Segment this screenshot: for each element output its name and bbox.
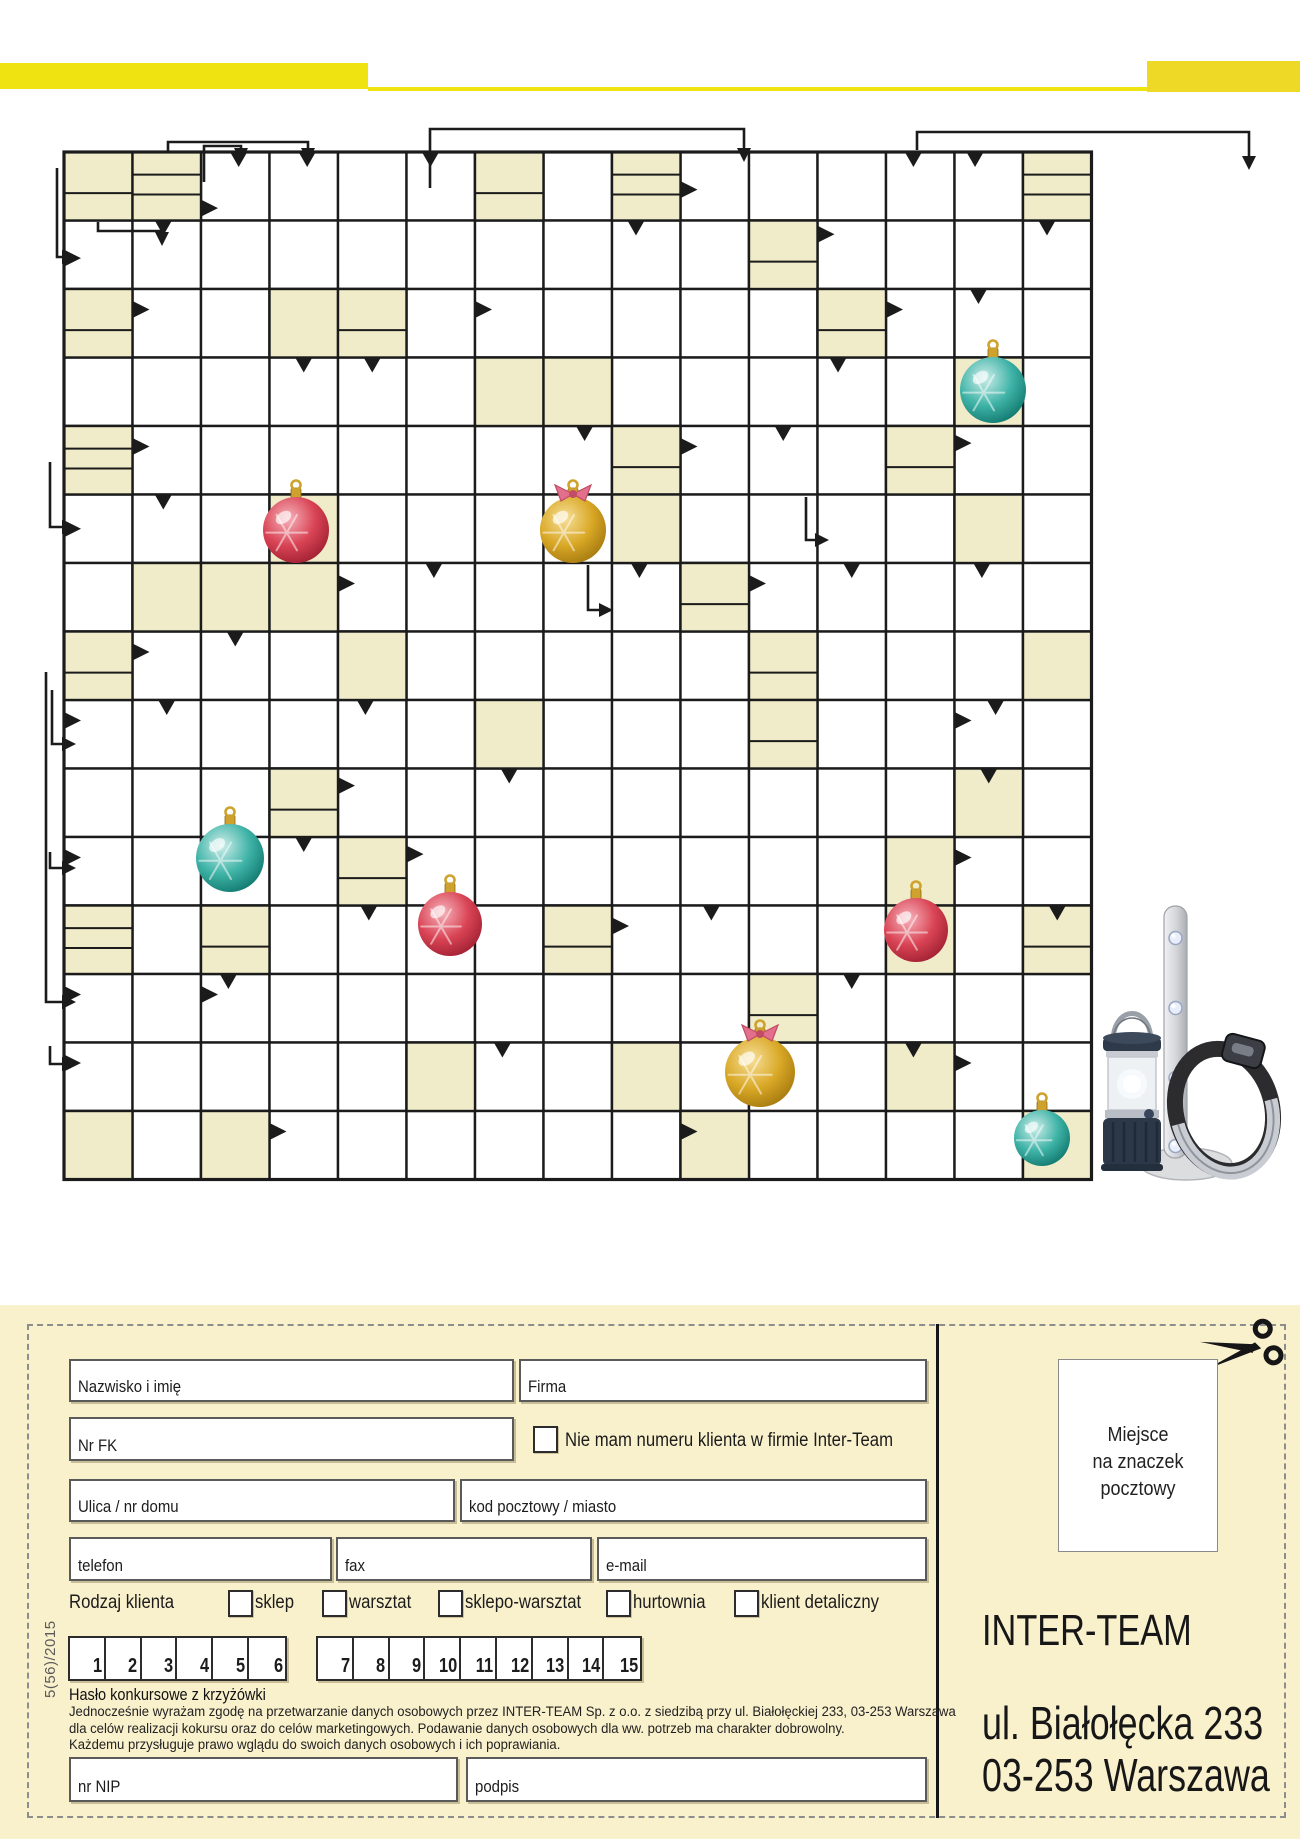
fax-field-label: fax	[345, 1556, 365, 1575]
password-cell-number: 13	[546, 1655, 565, 1677]
password-box-group-1	[68, 1636, 287, 1681]
client-type-checkbox-klient detaliczny[interactable]	[734, 1590, 759, 1617]
recipient-address-line2: 03-253 Warszawa	[982, 1749, 1270, 1801]
password-cell-11[interactable]	[461, 1638, 497, 1679]
firma-field-label: Firma	[528, 1377, 567, 1396]
password-cell-number: 1	[92, 1655, 102, 1677]
fax-field[interactable]	[336, 1537, 592, 1581]
client-type-label-sklepo-warsztat: sklepo-warsztat	[465, 1592, 582, 1613]
kod-field-label: kod pocztowy / miasto	[469, 1497, 617, 1516]
stamp-line-2: na znaczek	[1092, 1451, 1184, 1473]
postage-stamp-box	[1058, 1359, 1218, 1552]
no-client-number-label: Nie mam numeru klienta w firmie Inter-Team	[565, 1430, 893, 1451]
legal-text	[69, 1704, 1129, 1754]
recipient-address-line1: ul. Białołęcka 233	[982, 1697, 1264, 1749]
email-field[interactable]	[597, 1537, 927, 1581]
client-type-checkbox-hurtownia[interactable]	[606, 1590, 631, 1617]
telefon-field[interactable]	[69, 1537, 332, 1581]
password-cell-4[interactable]	[177, 1638, 213, 1679]
password-cell-number: 10	[438, 1655, 458, 1677]
password-cell-number: 12	[510, 1655, 529, 1677]
nazwisko-field-label: Nazwisko i imię	[78, 1377, 182, 1396]
client-type-checkbox-warsztat[interactable]	[322, 1590, 347, 1617]
password-cell-number: 3	[164, 1655, 174, 1677]
nazwisko-field[interactable]	[69, 1359, 514, 1402]
client-type-label-sklep: sklep	[255, 1592, 295, 1613]
podpis-field-label: podpis	[475, 1777, 520, 1796]
password-cell-number: 5	[235, 1655, 245, 1677]
ulica-field-label: Ulica / nr domu	[78, 1497, 179, 1516]
firma-field[interactable]	[519, 1359, 927, 1402]
password-caption: Hasło konkursowe z krzyżówki	[69, 1686, 266, 1704]
password-cell-5[interactable]	[213, 1638, 249, 1679]
telefon-field-label: telefon	[78, 1556, 123, 1575]
client-type-label-hurtownia: hurtownia	[633, 1592, 706, 1613]
password-cell-7[interactable]	[318, 1638, 354, 1679]
password-cell-number: 6	[273, 1655, 283, 1677]
password-box-group-2	[316, 1636, 642, 1681]
password-cell-15[interactable]	[604, 1638, 640, 1679]
legal-line-2: dla celów realizacji kokursu oraz do celów marketingowych. Podawanie danych osobowych dla ww. potrzeb ma charakter dobrowolny.	[69, 1720, 845, 1736]
nrfk-field[interactable]	[69, 1417, 514, 1461]
kod-field[interactable]	[460, 1479, 927, 1522]
stamp-line-1: Miejsce	[1107, 1424, 1169, 1446]
nrfk-field-label: Nr FK	[78, 1436, 118, 1455]
camping-lantern	[1101, 1014, 1163, 1172]
nip-field[interactable]	[69, 1757, 458, 1802]
client-type-checkbox-sklep[interactable]	[228, 1590, 253, 1617]
password-cell-6[interactable]	[249, 1638, 285, 1679]
client-type-label-warsztat: warsztat	[349, 1592, 412, 1613]
podpis-field[interactable]	[466, 1757, 927, 1802]
legal-line-1: Jednocześnie wyrażam zgodę na przetwarzanie danych osobowych przez INTER-TEAM Sp. z o.o. z siedzibą przy ul. Białołęckiej 233, 03-253 Warszawa	[69, 1704, 956, 1719]
ulica-field[interactable]	[69, 1479, 455, 1522]
prize-products	[1101, 906, 1297, 1184]
password-cell-12[interactable]	[497, 1638, 533, 1679]
password-cell-number: 2	[128, 1655, 138, 1677]
password-cell-number: 8	[376, 1655, 386, 1677]
password-cell-1[interactable]	[70, 1638, 106, 1679]
legal-line-3: Każdemu przysługuje prawo wglądu do swoich danych osobowych i ich poprawiania.	[69, 1737, 561, 1752]
stamp-line-3: pocztowy	[1100, 1478, 1176, 1500]
password-cell-number: 15	[619, 1655, 639, 1677]
issue-number: 5(56)/2015	[42, 1620, 59, 1698]
password-cell-number: 9	[412, 1655, 422, 1677]
password-cell-2[interactable]	[106, 1638, 142, 1679]
password-cell-number: 11	[475, 1655, 493, 1677]
password-cell-number: 7	[340, 1655, 350, 1677]
password-cell-number: 14	[582, 1655, 601, 1677]
no-client-number-checkbox[interactable]	[533, 1426, 558, 1453]
recipient-name: INTER-TEAM	[982, 1606, 1192, 1655]
nip-field-label: nr NIP	[78, 1777, 121, 1796]
password-cell-9[interactable]	[390, 1638, 426, 1679]
password-cell-8[interactable]	[354, 1638, 390, 1679]
password-cell-13[interactable]	[533, 1638, 569, 1679]
password-cell-number: 4	[200, 1655, 210, 1677]
client-type-checkbox-sklepo-warsztat[interactable]	[438, 1590, 463, 1617]
email-field-label: e-mail	[606, 1556, 647, 1575]
client-type-label: Rodzaj klienta	[69, 1592, 175, 1613]
password-cell-3[interactable]	[142, 1638, 178, 1679]
client-type-label-klient detaliczny: klient detaliczny	[761, 1592, 880, 1613]
password-cell-10[interactable]	[425, 1638, 461, 1679]
grid-cells	[64, 152, 1092, 1180]
password-cell-14[interactable]	[569, 1638, 605, 1679]
